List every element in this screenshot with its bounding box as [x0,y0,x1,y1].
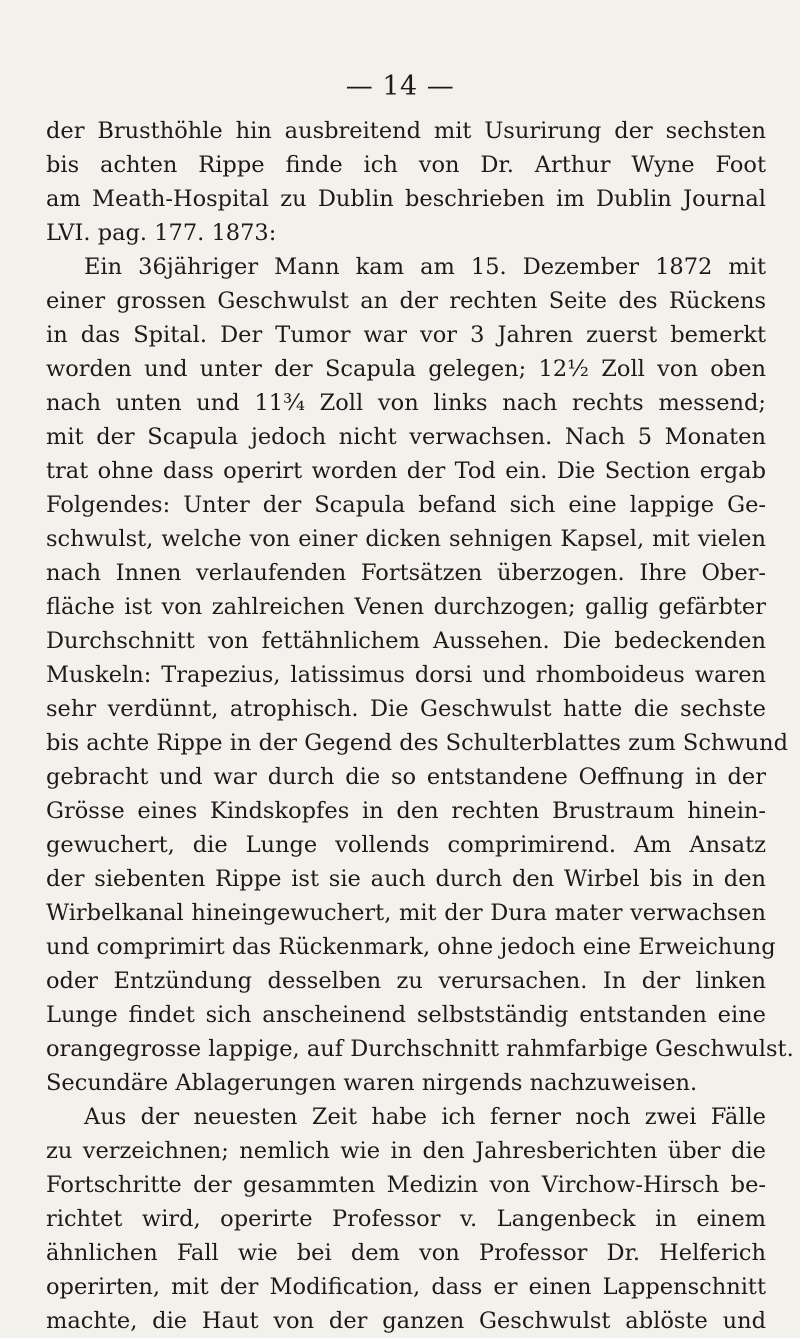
text-line: gewuchert, die Lunge vollends comprimirend. Am Ansatz [46,832,766,858]
text-line: trat ohne dass operirt worden der Tod ein. Die Section ergab [46,458,766,484]
text-line: schwulst, welche von einer dicken sehnigen Kapsel, mit vielen [46,526,766,552]
text-line: der siebenten Rippe ist sie auch durch den Wirbel bis in den [46,866,766,892]
text-line: Wirbelkanal hineingewuchert, mit der Dura mater verwachsen [46,900,766,926]
text-line: orangegrosse lappige, auf Durchschnitt rahmfarbige Geschwulst. [46,1036,794,1062]
text-line: Grösse eines Kindskopfes in den rechten Brustraum hinein- [46,798,766,824]
text-line: Muskeln: Trapezius, latissimus dorsi und rhomboideus waren [46,662,766,688]
text-line: machte, die Haut von der ganzen Geschwulst ablöste und [46,1308,766,1334]
text-line: bis achten Rippe finde ich von Dr. Arthur Wyne Foot [46,152,766,178]
text-line: und comprimirt das Rückenmark, ohne jedoch eine Erweichung [46,934,776,960]
text-line: LVI. pag. 177. 1873: [46,220,277,246]
body-text [46,114,794,1338]
page-number: — 14 — [345,71,455,102]
text-line: der Brusthöhle hin ausbreitend mit Usurirung der sechsten [46,118,766,144]
text-line: gebracht und war durch die so entstandene Oeffnung in der [46,764,766,790]
text-line: sehr verdünnt, atrophisch. Die Geschwulst hatte die sechste [46,696,766,722]
text-line: nach unten und 11¾ Zoll von links nach rechts messend; [46,390,766,416]
text-line: Fortschritte der gesammten Medizin von Virchow-Hirsch be- [46,1172,766,1198]
text-line: worden und unter der Scapula gelegen; 12½ Zoll von oben [46,356,766,382]
text-line: Secundäre Ablagerungen waren nirgends nachzuweisen. [46,1070,698,1096]
text-line: mit der Scapula jedoch nicht verwachsen. Nach 5 Monaten [46,424,766,450]
text-line: Durchschnitt von fettähnlichem Aussehen. Die bedeckenden [46,628,766,654]
text-line: fläche ist von zahlreichen Venen durchzogen; gallig gefärbter [46,594,766,620]
paragraph-start-line: Aus der neuesten Zeit habe ich ferner noch zwei Fälle [84,1104,766,1130]
text-line: bis achte Rippe in der Gegend des Schulterblattes zum Schwund [46,730,789,756]
text-line: Lunge findet sich anscheinend selbstständig entstanden eine [46,1002,766,1028]
text-line: einer grossen Geschwulst an der rechten Seite des Rückens [46,288,766,314]
text-line: am Meath-Hospital zu Dublin beschrieben im Dublin Journal [46,186,766,212]
paragraph-start-line: Ein 36jähriger Mann kam am 15. Dezember 1872 mit [84,254,766,280]
text-line: ähnlichen Fall wie bei dem von Professor Dr. Helferich [46,1240,766,1266]
text-line: in das Spital. Der Tumor war vor 3 Jahren zuerst bemerkt [46,322,766,348]
text-line: zu verzeichnen; nemlich wie in den Jahresberichten über die [46,1138,766,1164]
text-line: oder Entzündung desselben zu verursachen. In der linken [46,968,766,994]
text-line: operirten, mit der Modification, dass er einen Lappenschnitt [46,1274,766,1300]
text-line: richtet wird, operirte Professor v. Langenbeck in einem [46,1206,766,1232]
text-line: Folgendes: Unter der Scapula befand sich eine lappige Ge- [46,492,766,518]
text-line: nach Innen verlaufenden Fortsätzen überzogen. Ihre Ober- [46,560,766,586]
